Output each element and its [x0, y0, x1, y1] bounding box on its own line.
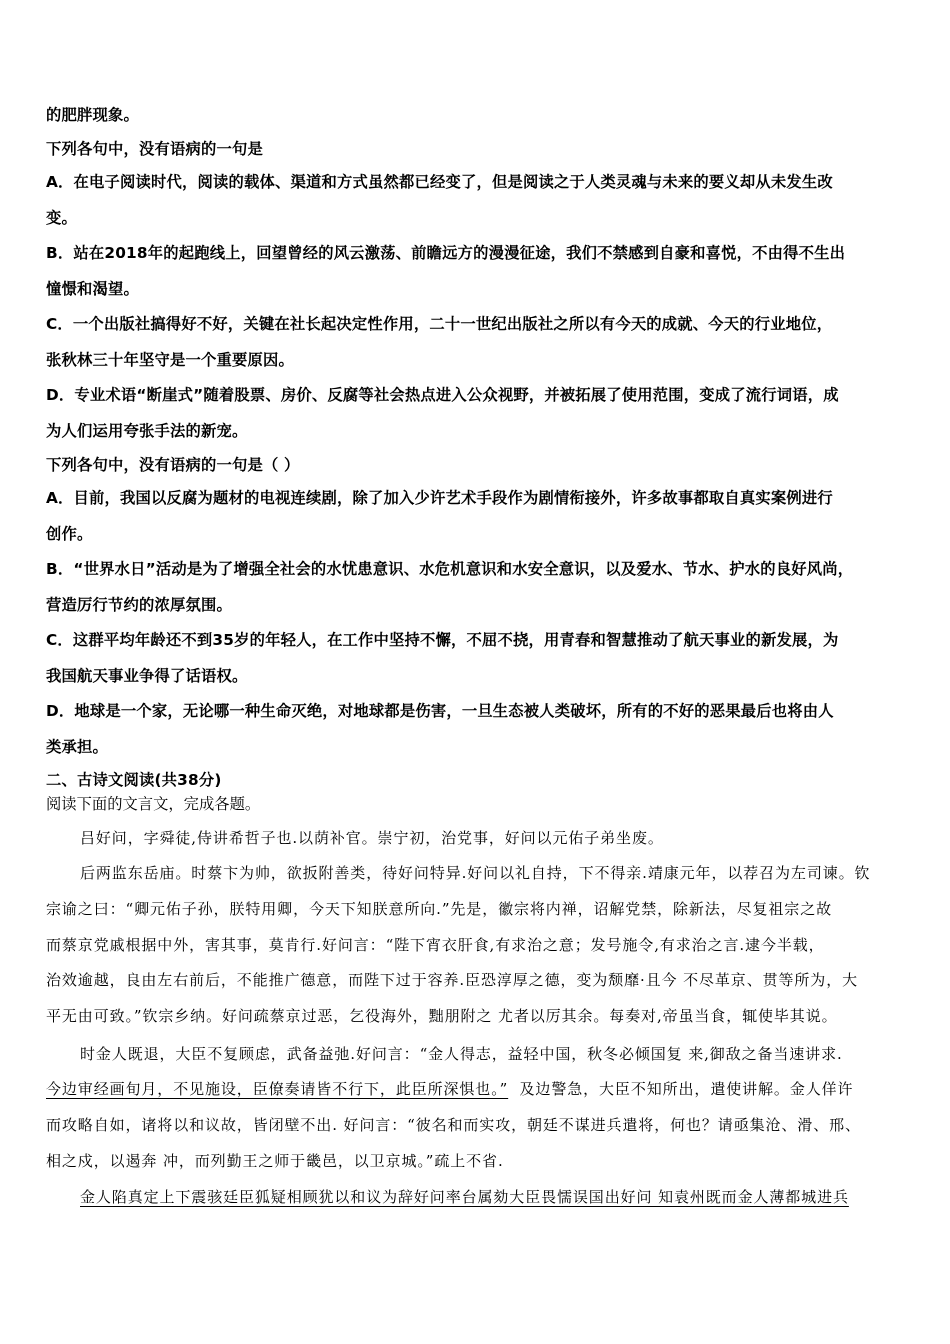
passage-line: 而蔡京党戚根据中外，害其事，莫肯行.好问言：“陛下宵衣肝食,有求治之意；发号施令,有求治之言.逮今半载，	[46, 936, 825, 954]
underlined-sentence: 今边审经画旬月，不见施设，臣僚奏请皆不行下，此臣所深惧也。”	[46, 1080, 509, 1098]
passage-text: 及边警急，大臣不知所出，遣使讲解。金人佯许	[519, 1080, 854, 1098]
option-a-continued: 变。	[46, 209, 77, 227]
option-c-continued: 我国航天事业争得了话语权。	[46, 667, 248, 685]
passage-line: 相之戍，以遏奔 冲，而列勤王之师于畿邑，以卫京城。”疏上不省.	[46, 1152, 504, 1170]
underlined-unpunctuated-passage: 金人陷真定上下震骇廷臣狐疑相顾犹以和议为辞好问率台属劾大臣畏懦误国出好问 知袁州既而金人薄都城进兵	[80, 1188, 849, 1206]
question-stem: 下列各句中，没有语病的一句是（ ）	[46, 456, 300, 474]
section-heading: 二、古诗文阅读(共38分)	[46, 771, 222, 789]
option-a: A．在电子阅读时代，阅读的载体、渠道和方式虽然都已经变了，但是阅读之于人类灵魂与未来的要义却从未发生改	[46, 173, 833, 191]
option-c-continued: 张秋林三十年坚守是一个重要原因。	[46, 351, 294, 369]
option-a: A．目前，我国以反腐为题材的电视连续剧，除了加入少许艺术手段作为剧情衔接外，许多故事都取自真实案例进行	[46, 489, 833, 507]
option-c: C．一个出版社搞得好不好，关键在社长起决定性作用，二十一世纪出版社之所以有今天的成就、今天的行业地位，	[46, 315, 833, 333]
text-line: 的肥胖现象。	[46, 106, 139, 124]
passage-line: 后两监东岳庙。时蔡卞为帅，欲扳附善类，待好问特异.好问以礼自持，下不得亲.靖康元年，以荐召为左司谏。钦	[80, 864, 871, 882]
passage-line: 宗谕之曰：“卿元佑子孙，朕特用卿，今天下知朕意所向.”先是，徽宗将内禅，诏解党禁，除新法，尽复祖宗之故	[46, 900, 833, 918]
option-d-continued: 为人们运用夸张手法的新宠。	[46, 422, 248, 440]
passage-line: 时金人既退，大臣不复顾虑，武备益弛.好问言：“金人得志，益轻中国，秋冬必倾国复 来,御敌之备当速讲求.	[80, 1045, 843, 1063]
option-d: D．专业术语“断崖式”随着股票、房价、反腐等社会热点进入公众视野，并被拓展了使用范围，变成了流行词语，成	[46, 386, 839, 404]
passage-line: 吕好问，字舜徒,侍讲希哲子也.以荫补官。崇宁初，治党事，好问以元佑子弟坐废。	[80, 829, 664, 847]
option-b: B．站在2018年的起跑线上，回望曾经的风云激荡、前瞻远方的漫漫征途，我们不禁感到自豪和喜悦，不由得不生出	[46, 244, 846, 262]
passage-line-row	[46, 1078, 853, 1099]
passage-line: 治效逾越，良由左右前后，不能推广德意，而陛下过于容养.臣恐淳厚之德，变为颓靡·且今 不尽革京、贯等所为，大	[46, 971, 859, 989]
option-b-continued: 憧憬和渴望。	[46, 280, 139, 298]
option-b-continued: 营造厉行节约的浓厚氛围。	[46, 596, 232, 614]
option-c: C．这群平均年龄还不到35岁的年轻人，在工作中坚持不懈，不屈不挠，用青春和智慧推动了航天事业的新发展，为	[46, 631, 839, 649]
question-stem: 下列各句中，没有语病的一句是	[46, 140, 263, 158]
passage-line: 而攻略自如，诸将以和议故，皆闭壁不出. 好问言：“彼名和而实攻，朝廷不谋进兵遣将，何也？请亟集沧、滑、邢、	[46, 1116, 861, 1134]
option-d-continued: 类承担。	[46, 738, 108, 756]
option-b: B．“世界水日”活动是为了增强全社会的水忧患意识、水危机意识和水安全意识，以及爱水、节水、护水的良好风尚，	[46, 560, 854, 578]
reading-instruction: 阅读下面的文言文，完成各题。	[46, 795, 261, 813]
option-d: D．地球是一个家，无论哪一种生命灭绝，对地球都是伤害，一旦生态被人类破坏，所有的不好的恶果最后也将由人	[46, 702, 834, 720]
passage-line: 平无由可致。”钦宗乡纳。好问疏蔡京过恶，乞役海外，黜朋附之 尤者以厉其余。每奏对,帝虽当食，辄使毕其说。	[46, 1007, 838, 1025]
option-a-continued: 创作。	[46, 525, 93, 543]
